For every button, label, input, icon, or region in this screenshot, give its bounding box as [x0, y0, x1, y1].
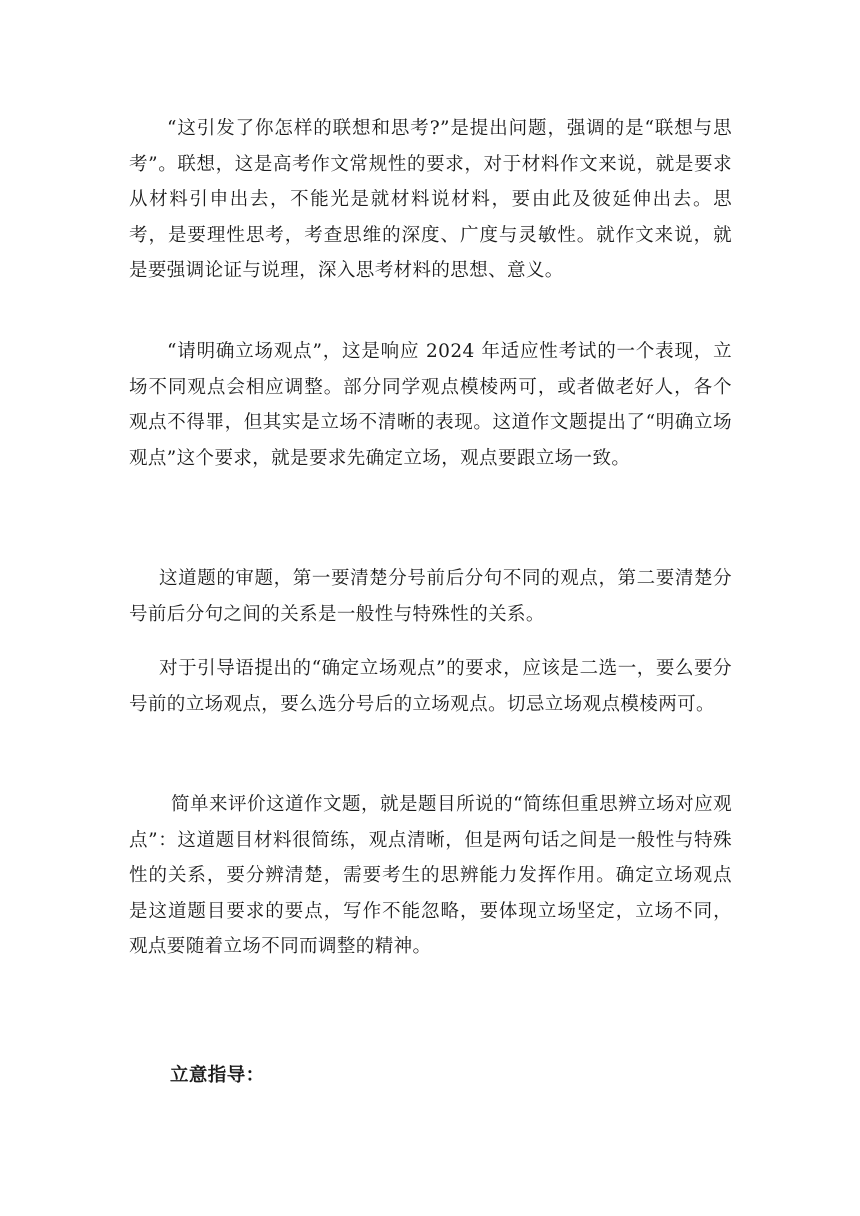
paragraph-evaluation: 简单来评价这道作文题，就是题目所说的“简练但重思辨立场对应观点”：这道题目材料很简练，观点清晰，但是两句话之间是一般性与特殊性的关系，要分辨清楚，需要考生的思辨能力发挥作用。确定立场观点是这道题目要求的要点，写作不能忽略，要体现立场坚定，立场不同，观点要随着立场不同而调整的精神。 [129, 794, 732, 957]
paragraph-clear-stance: “请明确立场观点”，这是响应 2024 年适应性考试的一个表现，立场不同观点会相应调整。部分同学观点模棱两可，或者做老好人，各个观点不得罪，但其实是立场不清晰的表现。这道作文题提出了“明确立场观点”这个要求，就是要求先确定立场，观点要跟立场一致。 [129, 341, 732, 469]
paragraph-choose-one: 对于引导语提出的“确定立场观点”的要求，应该是二选一，要么要分号前的立场观点，要么选分号后的立场观点。切忌立场观点模棱两可。 [129, 658, 732, 715]
paragraph-association-thinking: “这引发了你怎样的联想和思考?”是提出问题，强调的是“联想与思考”。联想，这是高考作文常规性的要求，对于材料作文来说，就是要求从材料引申出去，不能光是就材料说材料，要由此及彼延伸出去。思考，是要理性思考，考查思维的深度、广度与灵敏性。就作文来说，就是要强调论证与说理，深入思考材料的思想、意义。 [129, 118, 732, 281]
paragraph-topic-review: 这道题的审题，第一要清楚分号前后分句不同的观点，第二要清楚分号前后分句之间的关系是一般性与特殊性的关系。 [129, 568, 732, 625]
section-heading: 立意指导： [170, 1065, 265, 1086]
